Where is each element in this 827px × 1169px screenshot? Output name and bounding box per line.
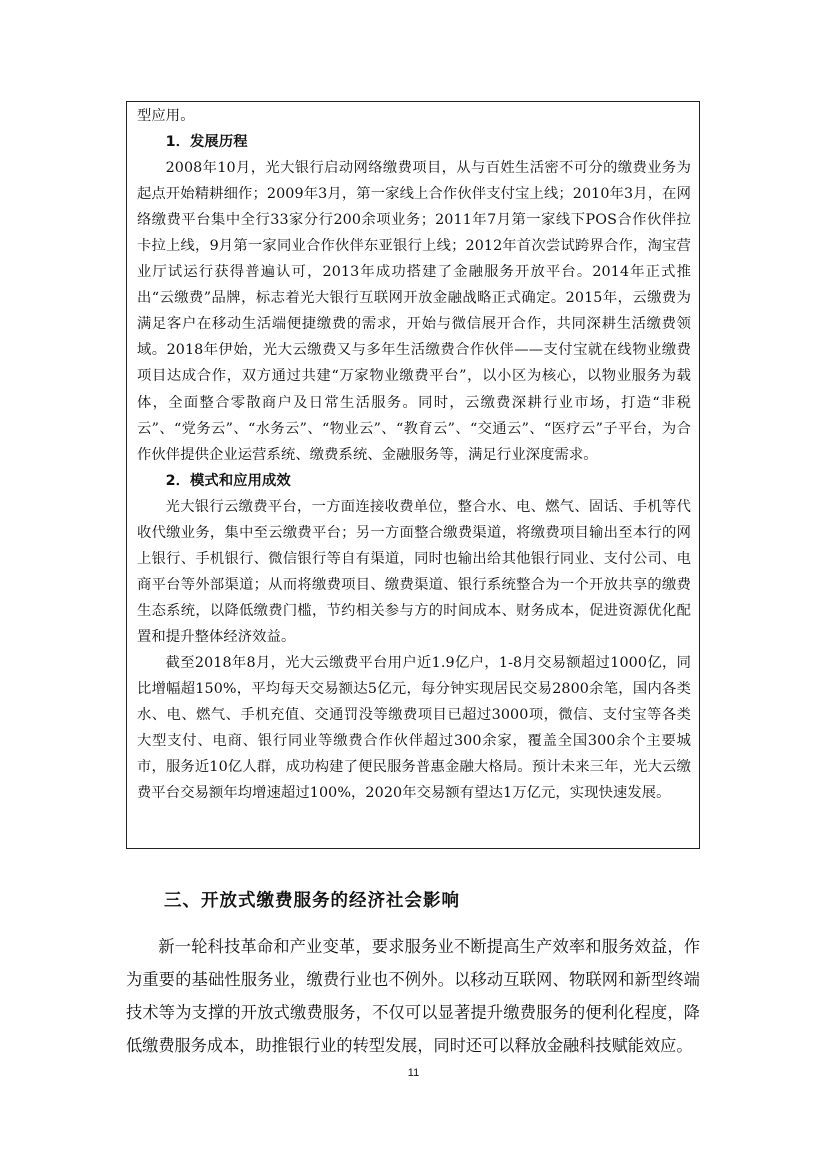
page-number: 11 <box>407 1067 420 1079</box>
case-study-box <box>126 101 700 849</box>
paragraph-results: 截至2018年8月，光大云缴费平台用户近1.9亿户，1-8月交易额超过1000亿，同比增幅超150%，平均每天交易额达5亿元，每分钟实现居民交易2800余笔，国内各类水、电、燃气、手机充值、交通罚没等缴费项目已超过3000项，微信、支付宝等各类大型支付、电商、银行同业等缴费合作伙伴超过300余家，覆盖全国300余个主要城市，服务近10亿人群，成功构建了便民服务普惠金融大格局。预计未来三年，光大云缴费平台交易额年均增速超过100%，2020年交易额有望达1万亿元，实现快速发展。 <box>137 654 691 802</box>
section-title: 三、开放式缴费服务的经济社会影响 <box>164 891 460 911</box>
continued-text: 型应用。 <box>137 108 195 124</box>
section-paragraph: 新一轮科技革命和产业变革，要求服务业不断提高生产效率和服务效益，作为重要的基础性服务业，缴费行业也不例外。以移动互联网、物联网和新型终端技术等为支撑的开放式缴费服务，不仅可以显著提升缴费服务的便利化程度，降低缴费服务成本，助推银行业的转型发展，同时还可以释放金融科技赋能效应。 <box>126 937 700 1055</box>
paragraph-history: 2008年10月，光大银行启动网络缴费项目，从与百姓生活密不可分的缴费业务为起点开始精耕细作；2009年3月，第一家线上合作伙伴支付宝上线；2010年3月，在网络缴费平台集中全行33家分行200余项业务；2011年7月第一家线下POS合作伙伴拉卡拉上线，9月第一家同业合作伙伴东亚银行上线；2012年首次尝试跨界合作，淘宝营业厅试运行获得普遍认可，2013年成功搭建了金融服务开放平台。2014年正式推出“云缴费”品牌，标志着光大银行互联网开放金融战略正式确定。2015年，云缴费为满足客户在移动生活端便捷缴费的需求，开始与微信展开合作，共同深耕生活缴费领域。2018年伊始，光大云缴费又与多年生活缴费合作伙伴——支付宝就在线物业缴费项目达成合作，双方通过共建“万家物业缴费平台”，以小区为核心，以物业服务为载体，全面整合零散商户及日常生活服务。同时，云缴费深耕行业市场，打造“非税云”、“党务云”、“水务云”、“物业云”、“教育云”、“交通云”、“医疗云”子平台，为合作伙伴提供企业运营系统、缴费系统、金融服务等，满足行业深度需求。 <box>137 160 691 463</box>
heading-development-history: 1．发展历程 <box>165 134 248 151</box>
heading-model-and-results: 2．模式和应用成效 <box>165 472 291 489</box>
paragraph-model: 光大银行云缴费平台，一方面连接收费单位，整合水、电、燃气、固话、手机等代收代缴业务，集中至云缴费平台；另一方面整合缴费渠道，将缴费项目输出至本行的网上银行、手机银行、微信银行等自有渠道，同时也输出给其他银行同业、支付公司、电商平台等外部渠道；从而将缴费项目、缴费渠道、银行系统整合为一个开放共享的缴费生态系统，以降低缴费门槛，节约相关参与方的时间成本、财务成本，促进资源优化配置和提升整体经济效益。 <box>137 498 691 645</box>
